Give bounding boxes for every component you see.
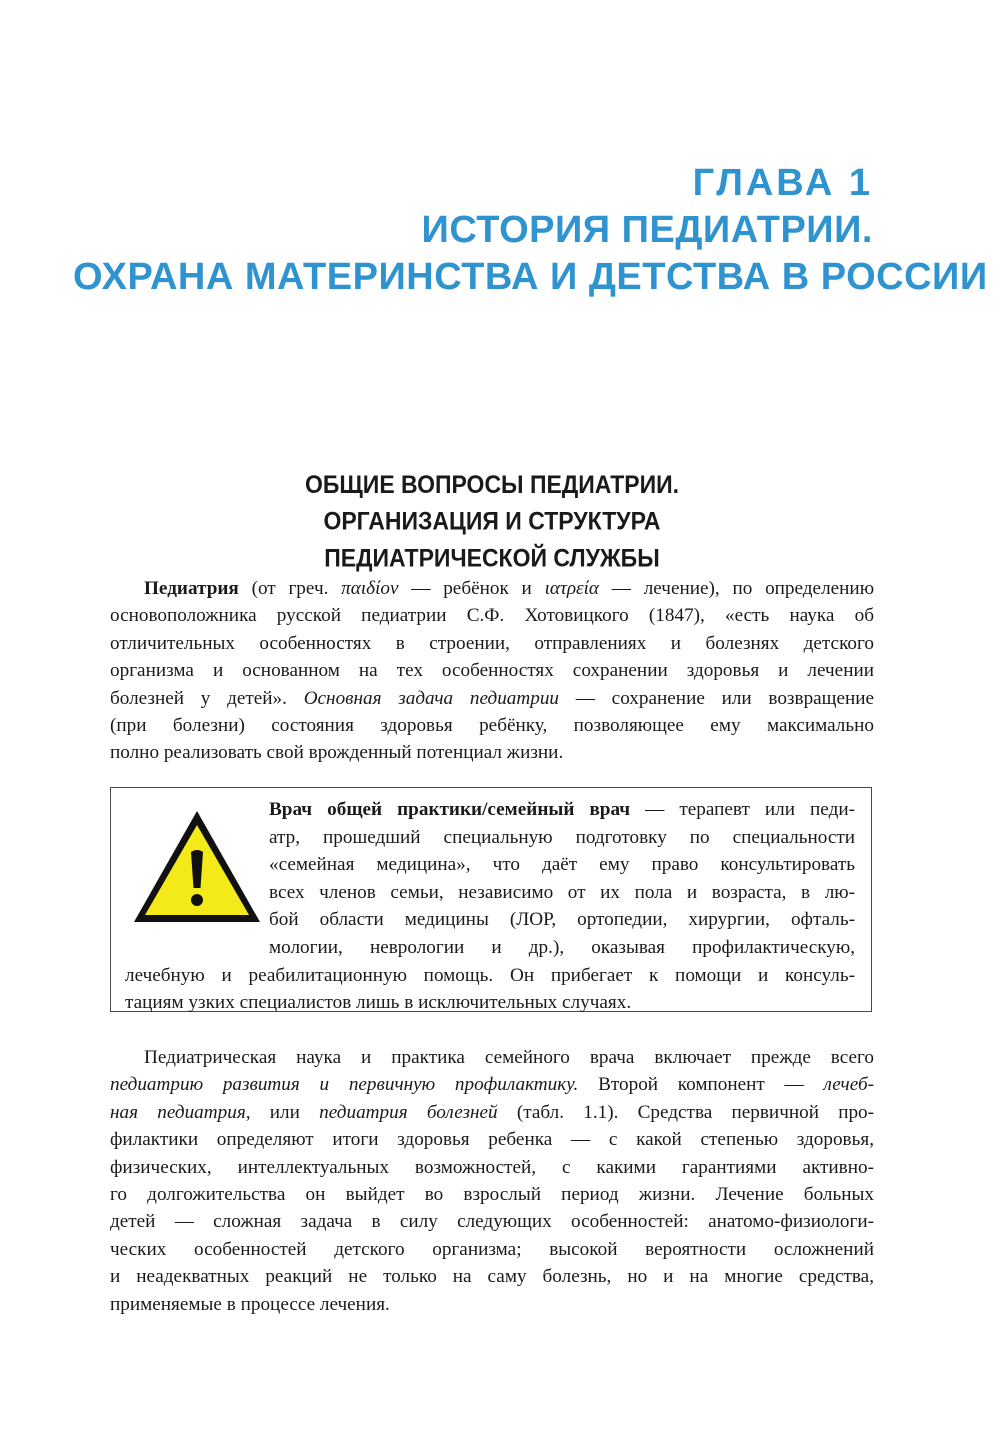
text-line: организма и основанном на тех особенностях сохранении здоровья и лечении [110,660,874,682]
greek-word: παιδίον [341,578,399,599]
text-line: ная педиатрия, или педиатрия болезней (табл. 1.1). Средства первичной про- [110,1101,875,1123]
chapter-title-line-2: ОХРАНА МАТЕРИНСТВА И ДЕТСТВА В РОССИИ [73,256,988,298]
text-line: ческих особенностей детского организма; высокой вероятности осложнений [110,1238,874,1260]
text-line: детей — сложная задача в силу следующих особенностей: анатомо-физиологи- [110,1211,874,1233]
text-line: тациям узких специалистов лишь в исключительных случаях. [125,992,632,1014]
italic-phrase: ная педиатрия, [110,1101,251,1123]
text-line: применяемые в процессе лечения. [110,1293,390,1315]
section-title-line-3: ПЕДИАТРИЧЕСКОЙ СЛУЖБЫ [324,543,660,572]
text-line: мологии, неврологии и др.), оказывая профилактическую, [269,936,855,958]
text-line: Врач общей практики/семейный врач — терапевт или педи- [269,799,855,820]
text-line: го долгожительства он выйдет во взрослый период жизни. Лечение больных [110,1184,874,1206]
paragraph-pediatric-practice [110,1044,874,1318]
chapter-heading [73,160,988,301]
text-line: основоположника русской педиатрии С.Ф. Хотовицкого (1847), «есть наука об [110,605,874,627]
term-family-doctor: Врач общей практики/семейный врач [269,799,631,820]
text-line: и неадекватных реакций не только на саму болезнь, но и на многие средства, [110,1266,874,1288]
chapter-title-line-1: ИСТОРИЯ ПЕДИАТРИИ. [421,209,873,251]
text-line: педиатрию развития и первичную профилактику. Второй компонент — лечеб- [110,1074,875,1096]
text-line: всех членов семьи, независимо от их пола и возраста, в лю- [269,881,855,903]
callout-text [111,788,873,1017]
greek-word: ιατρεία [544,578,600,599]
callout-box-family-doctor [110,787,872,1012]
section-title-line-1: ОБЩИЕ ВОПРОСЫ ПЕДИАТРИИ. [304,470,680,499]
term-pediatrics: Педиатрия [144,578,239,599]
text-line: Педиатрическая наука и практика семейного врача включает прежде всего [144,1047,874,1068]
text-line: «семейная медицина», что даёт ему право консультировать [269,854,855,876]
section-heading [110,466,874,576]
chapter-label: ГЛАВА 1 [692,162,873,204]
text-line: филактики определяют итоги здоровья ребенка — с какой степенью здоровья, [110,1129,874,1151]
text-line: болезней у детей». Основная задача педиатрии — сохранение или возвращение [110,687,875,709]
text-line: физических, интеллектуальных возможностей, с какими гарантиями активно- [110,1156,874,1178]
text-line: атр, прошедший специальную подготовку по специальности [269,826,855,848]
section-title-line-2: ОРГАНИЗАЦИЯ И СТРУКТУРА [323,507,661,536]
text-line: лечебную и реабилитационную помощь. Он прибегает к помощи и консуль- [125,964,855,986]
italic-phrase: педиатрия болезней [319,1101,498,1123]
text-line: бой области медицины (ЛОР, ортопедии, хирургии, офталь- [269,909,855,931]
text-line: полно реализовать свой врожденный потенциал жизни. [110,742,564,764]
text-line: отличительных особенностях в строении, отправлениях и болезнях детского [110,632,874,654]
text-line: (при болезни) состояния здоровья ребёнку, позволяющее ему максимально [110,715,874,737]
italic-phrase: Основная задача педиатрии [303,687,560,709]
paragraph-pediatrics-definition [110,575,874,767]
italic-phrase: педиатрию развития и первичную профилактику. [110,1074,579,1096]
text-line: Педиатрия (от греч. παιδίον — ребёнок и ιατρεία — лечение), по определению [144,578,875,599]
italic-phrase: лечеб- [823,1074,875,1096]
